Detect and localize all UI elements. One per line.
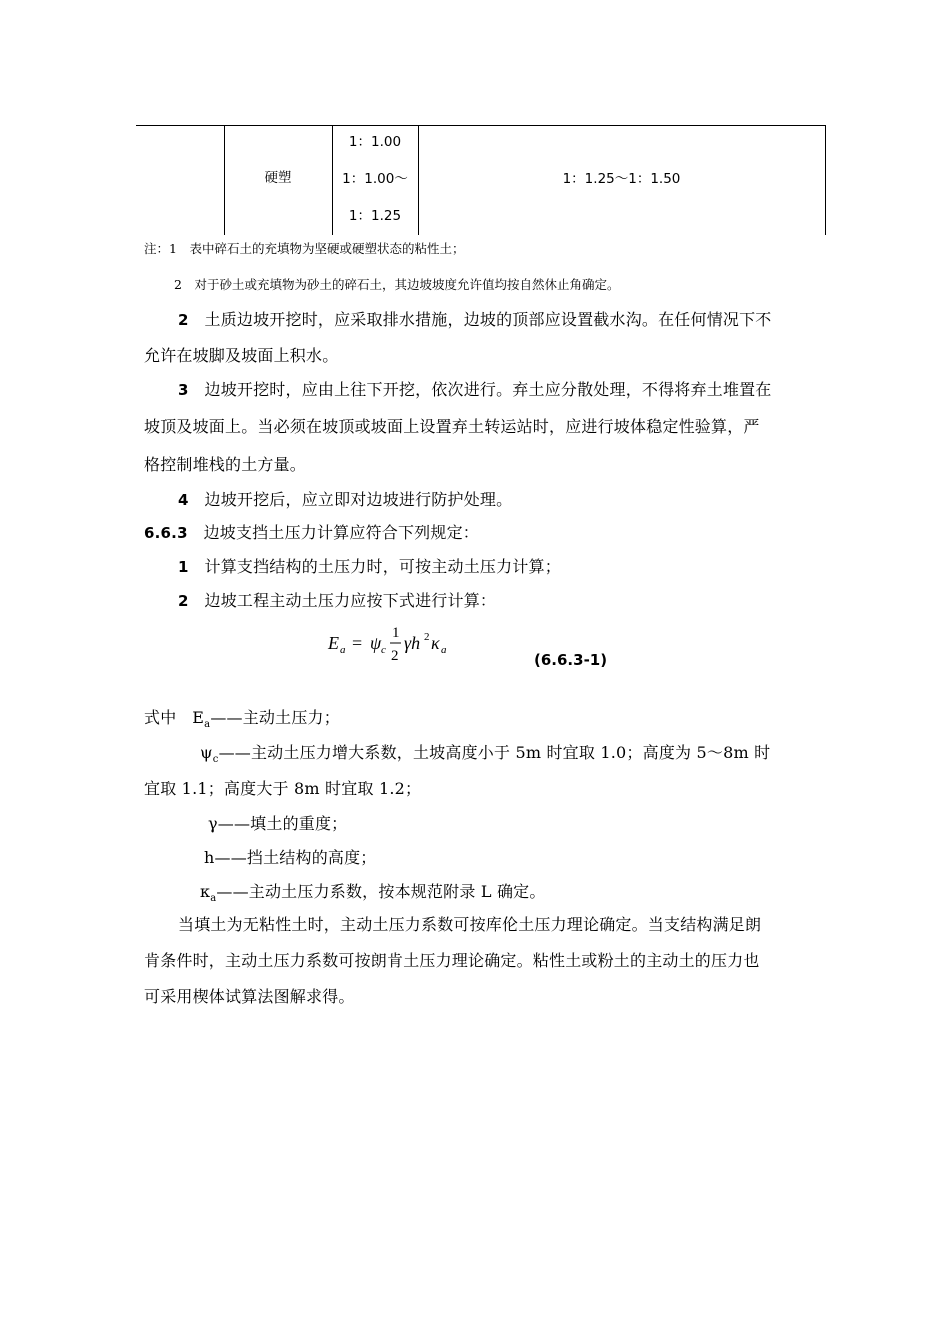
table-top-border — [136, 125, 826, 126]
item-text: 边坡工程主动土压力应按下式进行计算： — [204, 591, 497, 610]
item-text: 边坡开挖时，应由上往下开挖，依次进行。弃土应分散处理，不得将弃土堆置在 — [204, 380, 772, 399]
definition-ea — [144, 705, 340, 730]
item-number: 1 — [178, 558, 189, 576]
item-text: 计算支挡结构的土压力时，可按主动土压力计算； — [204, 557, 561, 576]
table-cell-slope-range: 1：1.25～1：1.50 — [562, 171, 681, 187]
item-3-line-1 — [178, 377, 772, 400]
symbol-ka: κ — [200, 882, 211, 901]
item-3-line-3: 格控制堆栈的土方量。 — [144, 455, 307, 474]
definition-ka — [200, 879, 546, 904]
symbol-ea: E — [192, 708, 205, 727]
closing-line-2: 肯条件时，主动土压力系数可按朗肯土压力理论确定。粘性土或粉土的主动土的压力也 — [144, 951, 760, 970]
item-2-line-2: 允许在坡脚及坡面上积水。 — [144, 346, 339, 365]
definition-text: ——主动土压力系数，按本规范附录 L 确定。 — [216, 882, 546, 901]
slope-table-fragment — [136, 125, 826, 235]
formula-equals: = — [352, 633, 363, 653]
symbol-psi: ψ — [200, 743, 213, 762]
formula-psi-sub: c — [381, 644, 386, 656]
table-note-2: 2 对于砂土或充填物为砂土的碎石土，其边坡坡度允许值均按自然休止角确定。 — [174, 277, 620, 292]
closing-line-3: 可采用楔体试算法图解求得。 — [144, 987, 355, 1006]
symbol-ea-sub: a — [204, 719, 211, 731]
table-cell-state: 硬塑 — [264, 170, 292, 186]
formula-lhs-sub: a — [340, 644, 346, 656]
item-4-line-1 — [178, 487, 512, 510]
section-item-2 — [178, 588, 496, 611]
item-number: 2 — [178, 592, 189, 610]
item-number: 2 — [178, 311, 189, 329]
item-text: 边坡开挖后，应立即对边坡进行防护处理。 — [204, 490, 513, 509]
symbol-ka-sub: a — [210, 893, 217, 905]
item-number: 3 — [178, 381, 189, 399]
item-text: 土质边坡开挖时，应采取排水措施，边坡的顶部应设置截水沟。在任何情况下不 — [204, 310, 772, 329]
table-cell-slope-line1: 1：1.00 — [348, 134, 402, 150]
section-title: 边坡支挡土压力计算应符合下列规定： — [203, 523, 479, 542]
definition-psi-cont: 宜取 1.1；高度大于 8m 时宜取 1.2； — [144, 779, 422, 798]
definition-lead: 式中 — [144, 708, 177, 727]
formula-square: 2 — [424, 631, 430, 643]
formula-kappa: κ — [431, 633, 440, 653]
table-right-border — [825, 125, 826, 235]
item-number: 4 — [178, 491, 189, 509]
definition-text: ——主动土压力增大系数，土坡高度小于 5m 时宜取 1.0；高度为 5～8m 时 — [218, 743, 771, 762]
table-note-1: 注：1 表中碎石土的充填物为坚硬或硬塑状态的粘性土； — [144, 241, 465, 256]
formula-lhs: E — [328, 633, 339, 653]
item-3-line-2: 坡顶及坡面上。当必须在坡顶或坡面上设置弃土转运站时，应进行坡体稳定性验算，严 — [144, 417, 760, 436]
formula-psi: ψ — [370, 633, 382, 653]
definition-gamma: γ——填土的重度； — [208, 814, 348, 833]
section-item-1 — [178, 554, 561, 577]
table-cell-slope-line3: 1：1.25 — [348, 208, 402, 224]
formula-gamma-h: γh — [404, 633, 421, 653]
item-2-line-1 — [178, 307, 772, 330]
definition-h: h——挡土结构的高度； — [204, 848, 377, 867]
closing-line-1: 当填土为无粘性土时，主动土压力系数可按库伦土压力理论确定。当支结构满足朗 — [178, 915, 762, 934]
definition-text: ——主动土压力； — [210, 708, 340, 727]
definition-psi — [200, 740, 770, 765]
symbol-psi-sub: c — [212, 754, 219, 766]
formula-frac-den: 2 — [391, 648, 399, 664]
formula-frac-num: 1 — [392, 625, 400, 641]
formula-kappa-sub: a — [441, 644, 447, 656]
earth-pressure-formula — [326, 622, 476, 668]
section-number: 6.6.3 — [144, 524, 188, 542]
equation-number: (6.6.3-1) — [534, 651, 608, 669]
section-heading — [144, 520, 479, 543]
table-cell-slope-line2: 1：1.00～ — [342, 171, 408, 187]
